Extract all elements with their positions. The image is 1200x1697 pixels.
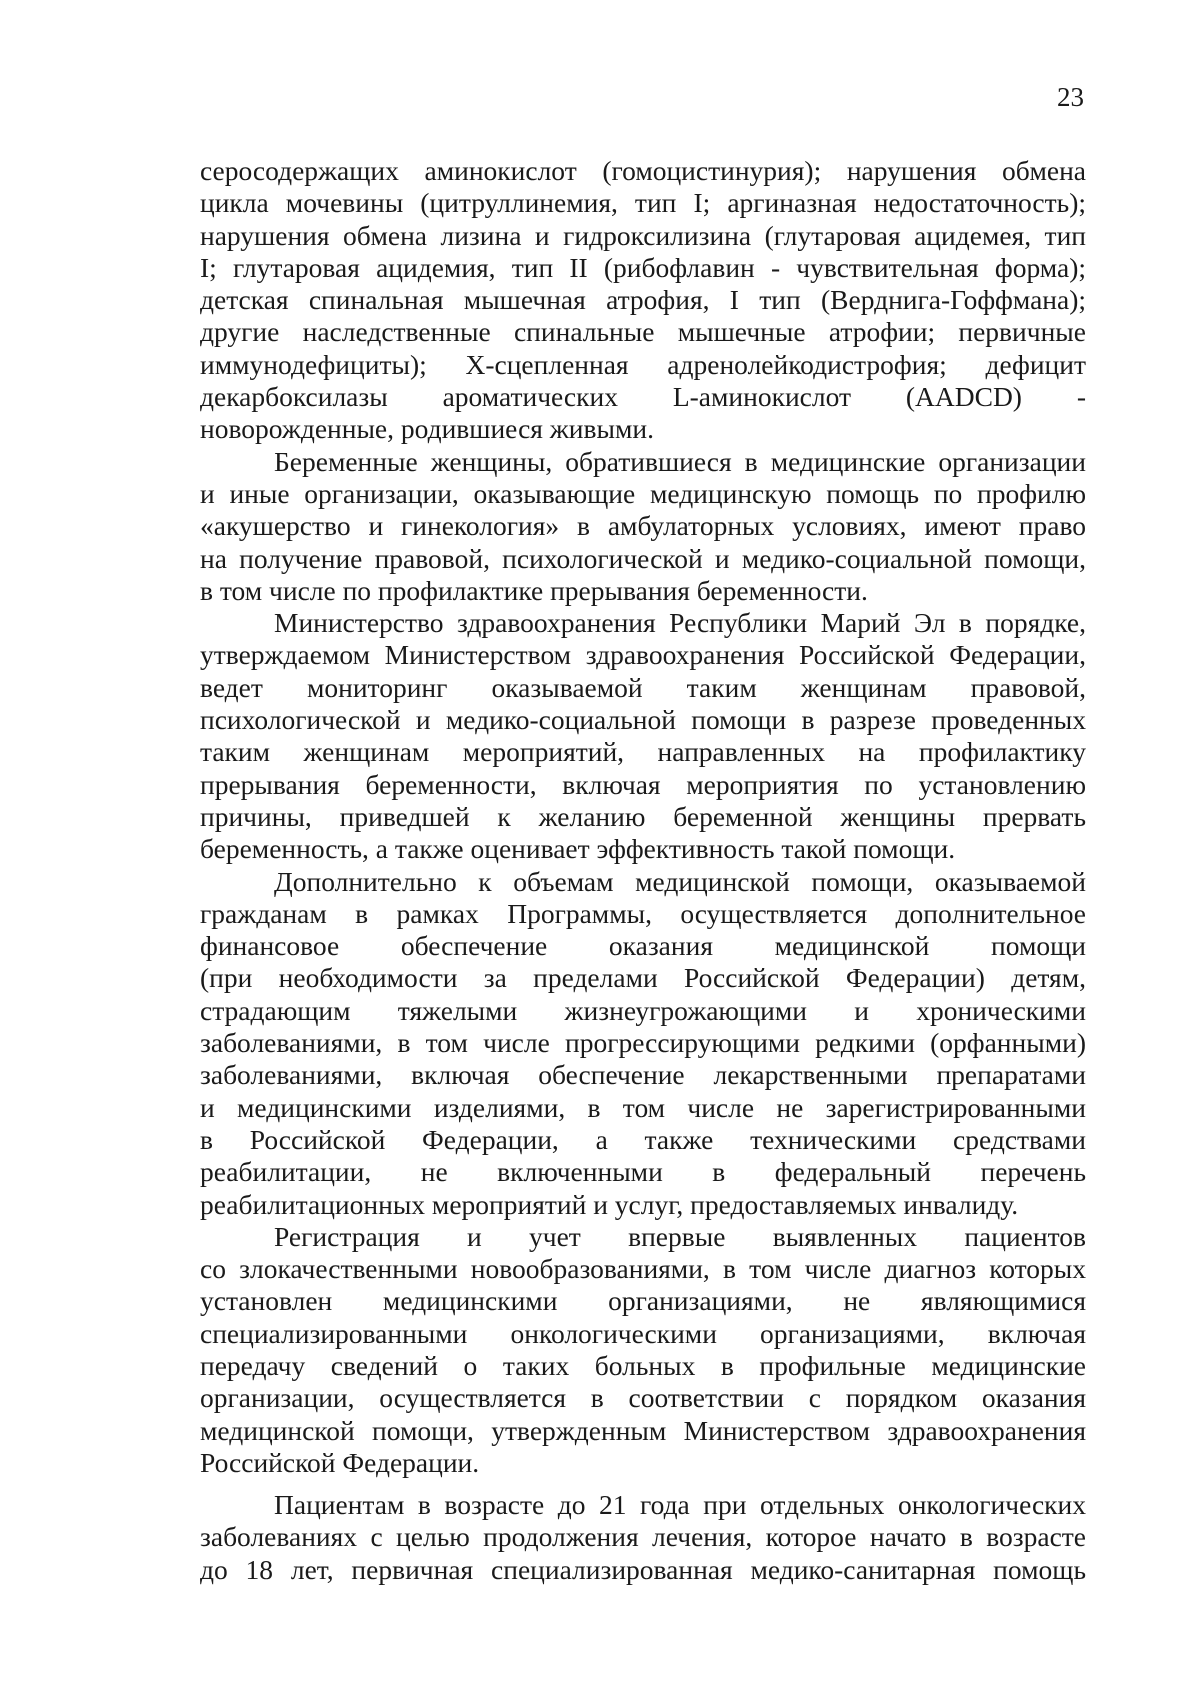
text-line: гражданам в рамках Программы, осуществляется дополнительное: [200, 897, 1086, 929]
text-line: I; глутаровая ацидемия, тип II (рибофлавин - чувствительная форма);: [200, 251, 1086, 283]
text-line: заболеваниях с целью продолжения лечения, которое начато в возрасте: [200, 1521, 1086, 1553]
text-line: со злокачественными новообразованиями, в том числе диагноз которых: [200, 1253, 1086, 1285]
text-line: медицинской помощи, утвержденным Министерством здравоохранения: [200, 1414, 1086, 1446]
text-line: Беременные женщины, обратившиеся в медицинские организации: [274, 445, 1086, 477]
text-line: прерывания беременности, включая мероприятия по установлению: [200, 768, 1086, 800]
text-line: «акушерство и гинекология» в амбулаторных условиях, имеют право: [200, 510, 1086, 542]
page-number: 23: [1057, 82, 1084, 112]
text-line: другие наследственные спинальные мышечные атрофии; первичные: [200, 316, 1086, 348]
text-line: психологической и медико-социальной помощи в разрезе проведенных: [200, 704, 1086, 736]
text-line: Министерство здравоохранения Республики Марий Эл в порядке,: [274, 607, 1086, 639]
document-body: [200, 155, 1086, 1586]
text-line: серосодержащих аминокислот (гомоцистинурия); нарушения обмена: [200, 155, 1086, 186]
text-line: реабилитационных мероприятий и услуг, предоставляемых инвалиду.: [200, 1188, 1019, 1220]
text-line: передачу сведений о таких больных в профильные медицинские: [200, 1349, 1086, 1381]
text-line: причины, приведшей к желанию беременной женщины прервать: [200, 800, 1086, 832]
text-line: Российской Федерации.: [200, 1446, 480, 1478]
text-line: реабилитации, не включенными в федеральный перечень: [200, 1156, 1086, 1188]
text-line: специализированными онкологическими организациями, включая: [200, 1317, 1086, 1349]
text-line: декарбоксилазы ароматических L-аминокислот (AADCD) -: [200, 381, 1086, 413]
text-line: Дополнительно к объемам медицинской помощи, оказываемой: [274, 865, 1086, 897]
text-line: иммунодефициты); Х-сцепленная адренолейкодистрофия; дефицит: [200, 348, 1086, 380]
paragraph: [200, 1221, 1086, 1479]
text-line: и медицинскими изделиями, в том числе не зарегистрированными: [200, 1091, 1086, 1123]
text-line: детская спинальная мышечная атрофия, I тип (Верднига-Гоффмана);: [200, 284, 1086, 316]
text-line: цикла мочевины (цитруллинемия, тип I; аргиназная недостаточность);: [200, 187, 1086, 219]
text-line: (при необходимости за пределами Российской Федерации) детям,: [200, 962, 1086, 994]
text-line: страдающим тяжелыми жизнеугрожающими и хроническими: [200, 994, 1086, 1026]
paragraph: [200, 1489, 1086, 1586]
text-line: в Российской Федерации, а также техническими средствами: [200, 1123, 1086, 1155]
text-line: и иные организации, оказывающие медицинскую помощь по профилю: [200, 477, 1086, 509]
paragraph: [200, 155, 1086, 446]
text-line: Пациентам в возрасте до 21 года при отдельных онкологических: [274, 1489, 1086, 1521]
text-line: на получение правовой, психологической и медико-социальной помощи,: [200, 542, 1086, 574]
text-line: нарушения обмена лизина и гидроксилизина (глутаровая ацидемея, тип: [200, 219, 1086, 251]
text-line: в том числе по профилактике прерывания беременности.: [200, 574, 868, 606]
paragraph: [200, 607, 1086, 865]
paragraph: [200, 446, 1086, 607]
text-line: беременность, а также оценивает эффективность такой помощи.: [200, 833, 956, 865]
text-line: новорожденные, родившиеся живыми.: [200, 413, 654, 445]
text-line: установлен медицинскими организациями, не являющимися: [200, 1285, 1086, 1317]
text-line: Регистрация и учет впервые выявленных пациентов: [274, 1220, 1086, 1252]
text-line: до 18 лет, первичная специализированная медико-санитарная помощь: [200, 1553, 1086, 1585]
text-line: ведет мониторинг оказываемой таким женщинам правовой,: [200, 671, 1086, 703]
text-line: финансовое обеспечение оказания медицинской помощи: [200, 930, 1086, 962]
text-line: организации, осуществляется в соответствии с порядком оказания: [200, 1382, 1086, 1414]
text-line: утверждаемом Министерством здравоохранения Российской Федерации,: [200, 639, 1086, 671]
text-line: таким женщинам мероприятий, направленных на профилактику: [200, 736, 1086, 768]
text-line: заболеваниями, в том числе прогрессирующими редкими (орфанными): [200, 1027, 1086, 1059]
paragraph: [200, 866, 1086, 1221]
text-line: заболеваниями, включая обеспечение лекарственными препаратами: [200, 1059, 1086, 1091]
